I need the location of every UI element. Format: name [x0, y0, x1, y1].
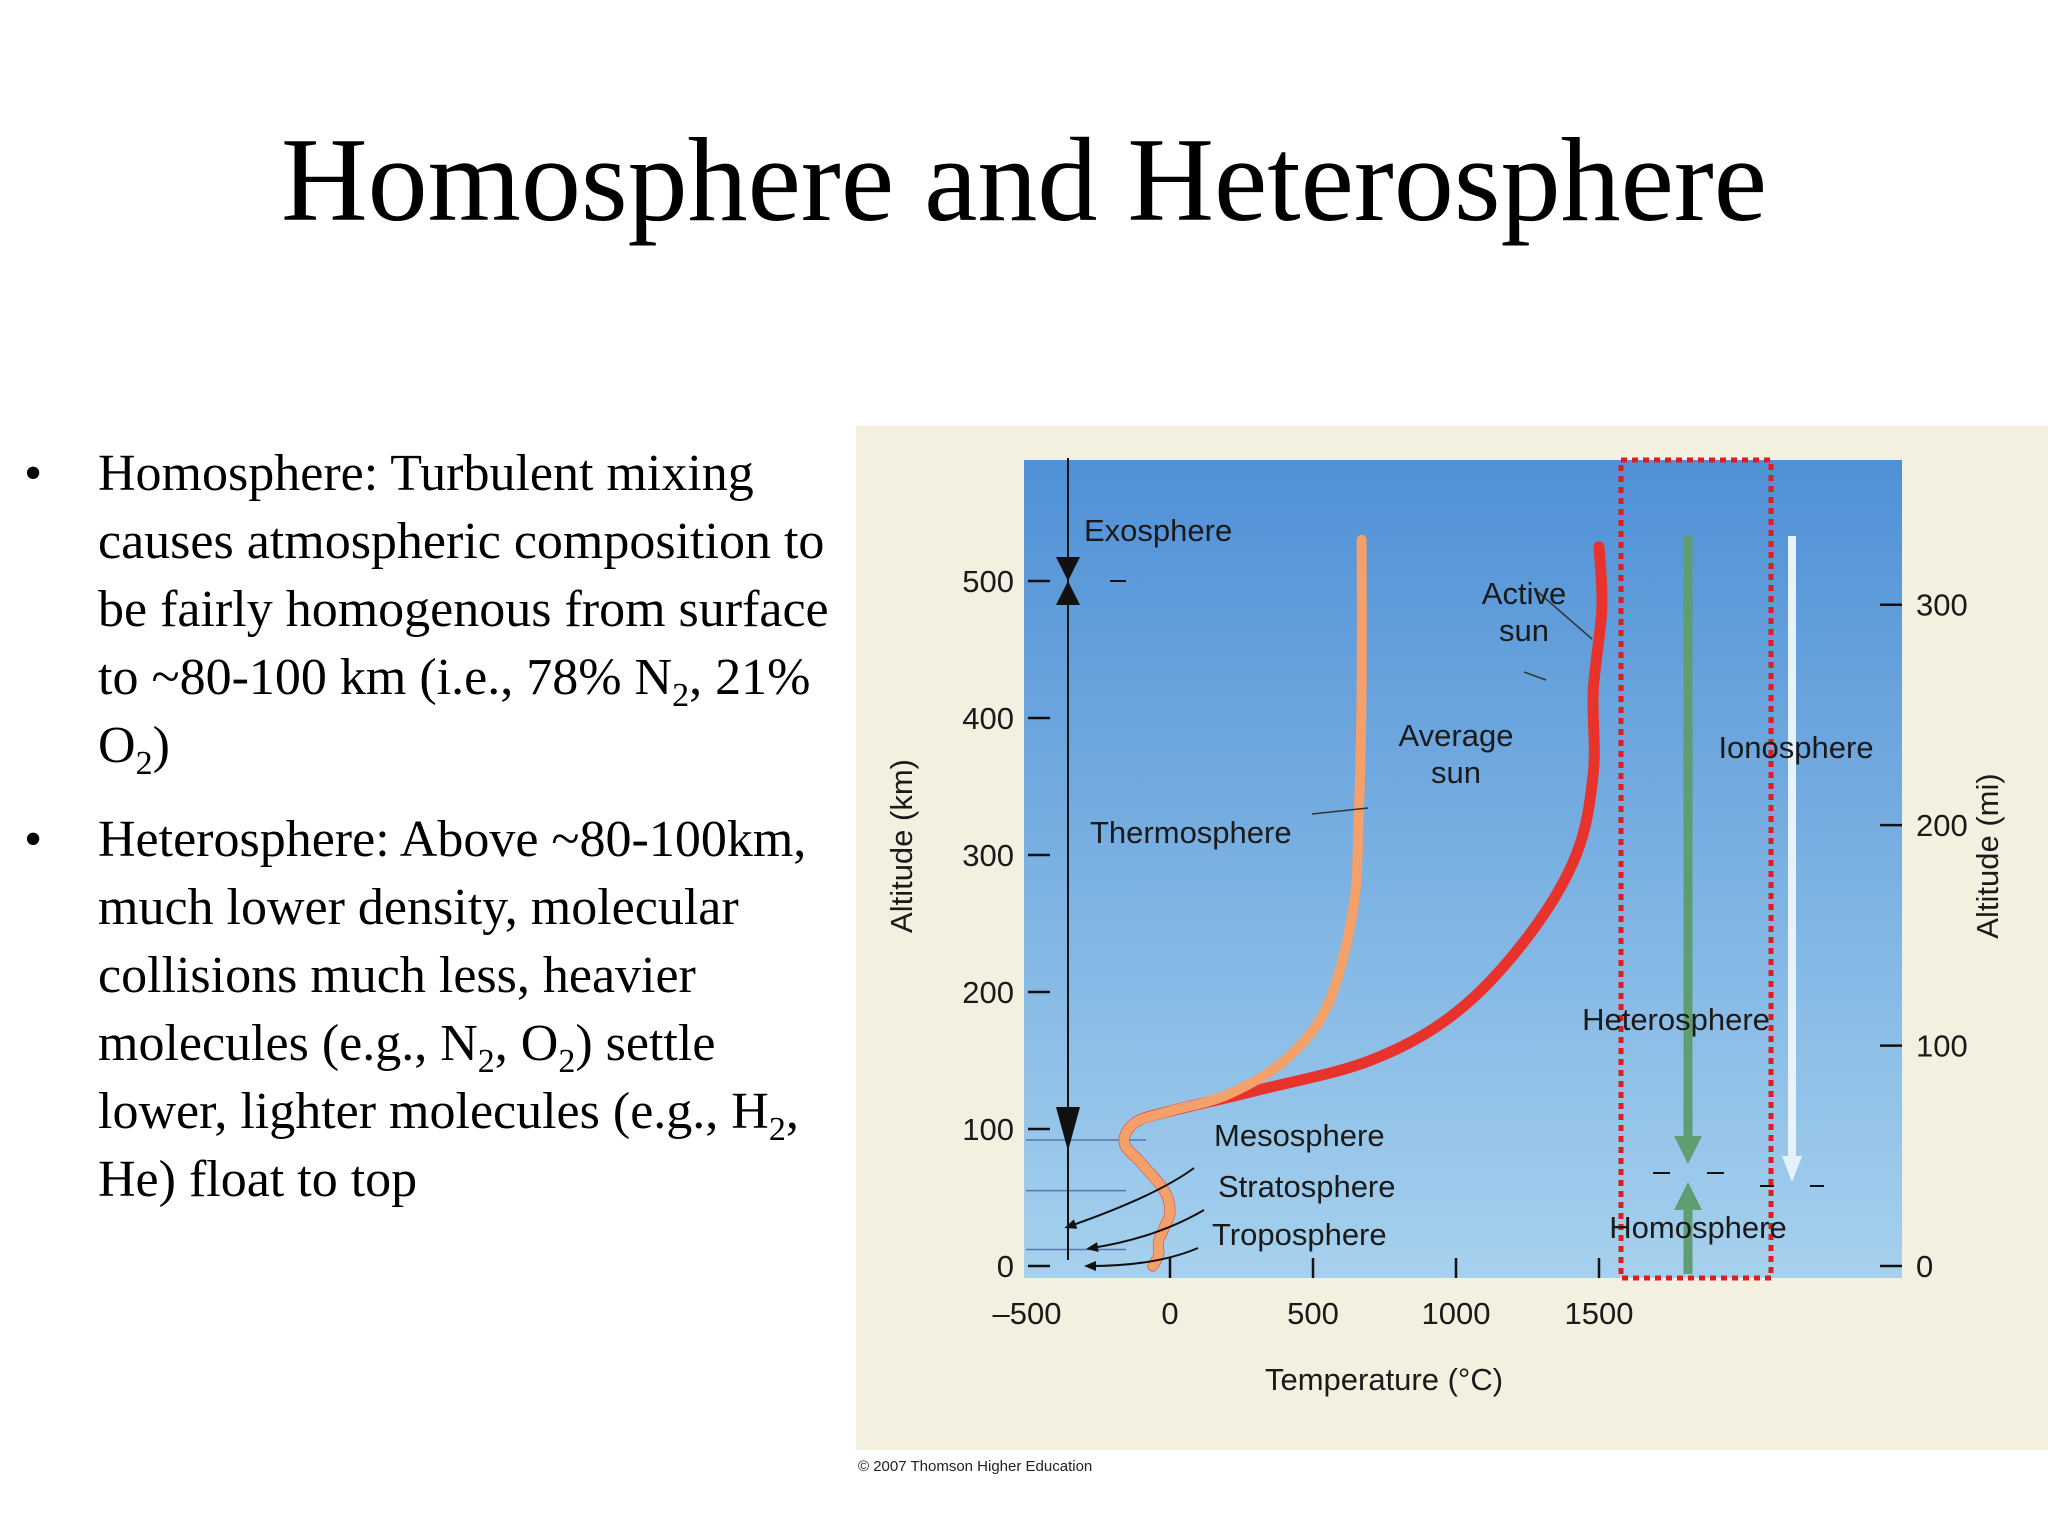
- bullet-text: [98, 811, 806, 1208]
- x-tick-label: 1500: [1564, 1296, 1634, 1331]
- label-stratosphere: Stratosphere: [1218, 1169, 1396, 1204]
- bullet-marker: •: [24, 445, 43, 502]
- bullet-homosphere: [0, 440, 850, 780]
- bullet-text-segment: ): [152, 717, 170, 774]
- y-tick-label: 100: [962, 1112, 1014, 1147]
- bullet-text-segment: , He) float to top: [98, 1083, 799, 1208]
- label-exosphere: Exosphere: [1084, 513, 1233, 548]
- subscript: 2: [672, 677, 690, 714]
- y2-tick-label: 0: [1916, 1249, 1934, 1284]
- plot-area: [1024, 460, 1902, 1278]
- y2-axis-title: Altitude (mi): [1970, 773, 2005, 939]
- bullet-heterosphere: [0, 806, 850, 1214]
- copyright-credit: © 2007 Thomson Higher Education: [858, 1458, 1093, 1475]
- bullet-text-segment: , O: [494, 1015, 559, 1072]
- y-tick-label: 0: [996, 1249, 1014, 1284]
- y-tick-label: 400: [962, 701, 1014, 736]
- y-tick-label: 300: [962, 838, 1014, 873]
- y2-tick-label: 300: [1916, 587, 1968, 623]
- bullet-text-segment: , 21% O: [98, 649, 811, 774]
- y2-tick-label: 100: [1916, 1028, 1968, 1064]
- label-mesosphere: Mesosphere: [1214, 1118, 1385, 1153]
- subscript: 2: [135, 745, 153, 782]
- subscript: 2: [558, 1043, 576, 1080]
- bullet-text-segment: Heterosphere: Above ~80-100km, much lower density, molecular collisions much less, heavier molecules (e.g., N: [98, 811, 807, 1072]
- x-tick-label: 0: [1161, 1296, 1179, 1331]
- label-average-sun: sun: [1431, 755, 1481, 790]
- bullet-text-segment: Homosphere: Turbulent mixing causes atmospheric composition to be fairly homogenous from surface to ~80-100 km (i.e., 78% N: [98, 445, 829, 706]
- label-thermosphere: Thermosphere: [1090, 815, 1292, 850]
- x-axis-title: Temperature (°C): [1264, 1362, 1504, 1397]
- x-tick-label: 500: [1287, 1296, 1339, 1331]
- bullet-text-segment: ) settle lower, lighter molecules (e.g., H: [98, 1015, 769, 1140]
- label-troposphere: Troposphere: [1212, 1217, 1387, 1252]
- x-tick-label: 1000: [1421, 1296, 1491, 1331]
- label-heterosphere: Heterosphere: [1582, 1002, 1770, 1037]
- y2-tick-label: 200: [1916, 808, 1968, 844]
- y-tick-label: 200: [962, 975, 1014, 1010]
- subscript: 2: [477, 1043, 495, 1080]
- y-tick-label: 500: [962, 564, 1014, 599]
- bullet-marker: •: [24, 811, 43, 868]
- bullet-text: [98, 445, 829, 782]
- label-active-sun: Active: [1481, 576, 1567, 611]
- subscript: 2: [768, 1111, 786, 1148]
- label-active-sun: sun: [1499, 613, 1549, 648]
- label-homosphere: Homosphere: [1609, 1210, 1787, 1245]
- atmosphere-diagram: [856, 426, 2048, 1450]
- y-axis-title: Altitude (km): [884, 759, 919, 933]
- x-tick-label: –500: [992, 1296, 1062, 1331]
- label-average-sun: Average: [1398, 718, 1514, 753]
- slide-title: Homosphere and Heterosphere: [280, 113, 1768, 246]
- label-ionosphere: Ionosphere: [1718, 730, 1874, 765]
- bullet-list: [0, 440, 850, 1240]
